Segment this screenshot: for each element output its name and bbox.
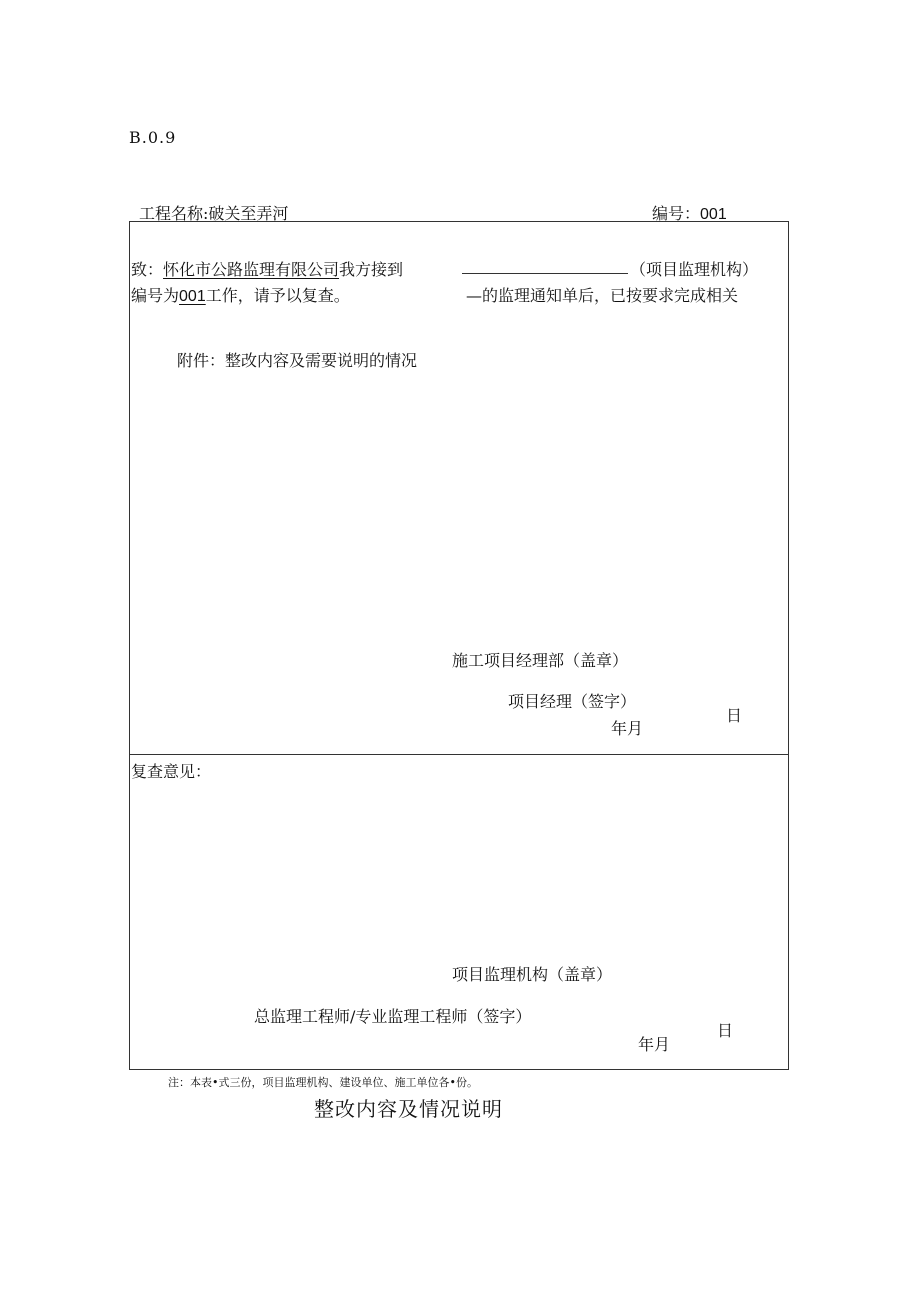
notice-blank-line xyxy=(462,259,628,274)
to-label: 致： xyxy=(131,260,164,279)
footnote: 注：本表•式三份，项目监理机构、建设单位、施工单位各•份。 xyxy=(168,1076,478,1089)
supervision-org-label: （项目监理机构） xyxy=(630,260,759,279)
engineer-signature: 总监理工程师/专业监理工程师（签字） xyxy=(254,1007,532,1026)
construction-dept-seal: 施工项目经理部（盖章） xyxy=(452,651,629,670)
addressee-org: 怀化市公路监理有限公司 xyxy=(163,260,340,279)
number-prefix: 编号为 xyxy=(131,286,180,305)
project-name: 工程名称:破关至弄河 xyxy=(139,204,289,223)
serial-value: 001 xyxy=(700,206,727,223)
notice-number-line xyxy=(131,283,350,306)
section-divider xyxy=(129,754,789,755)
review-date-day: 日 xyxy=(717,1021,734,1040)
addressee-line xyxy=(131,257,403,280)
form-code: B.0.9 xyxy=(129,128,177,147)
project-manager-signature: 项目经理（签字） xyxy=(508,692,637,711)
attachment-label: 附件：整改内容及需要说明的情况 xyxy=(177,351,418,370)
serial-label: 编号： xyxy=(652,204,701,223)
supervision-org-seal: 项目监理机构（盖章） xyxy=(452,965,613,984)
received-text: 我方接到 xyxy=(339,260,404,279)
review-date-year-month: 年月 xyxy=(638,1035,671,1054)
bottom-title: 整改内容及情况说明 xyxy=(314,1097,503,1121)
notice-blank xyxy=(462,259,628,278)
review-request: 工作，请予以复查。 xyxy=(205,286,350,305)
date-day: 日 xyxy=(726,706,743,725)
completion-text: —的监理通知单后，已按要求完成相关 xyxy=(466,286,739,305)
review-opinion-title: 复查意见： xyxy=(131,762,212,781)
date-year-month: 年月 xyxy=(611,719,644,738)
notice-number: 001 xyxy=(179,288,206,305)
